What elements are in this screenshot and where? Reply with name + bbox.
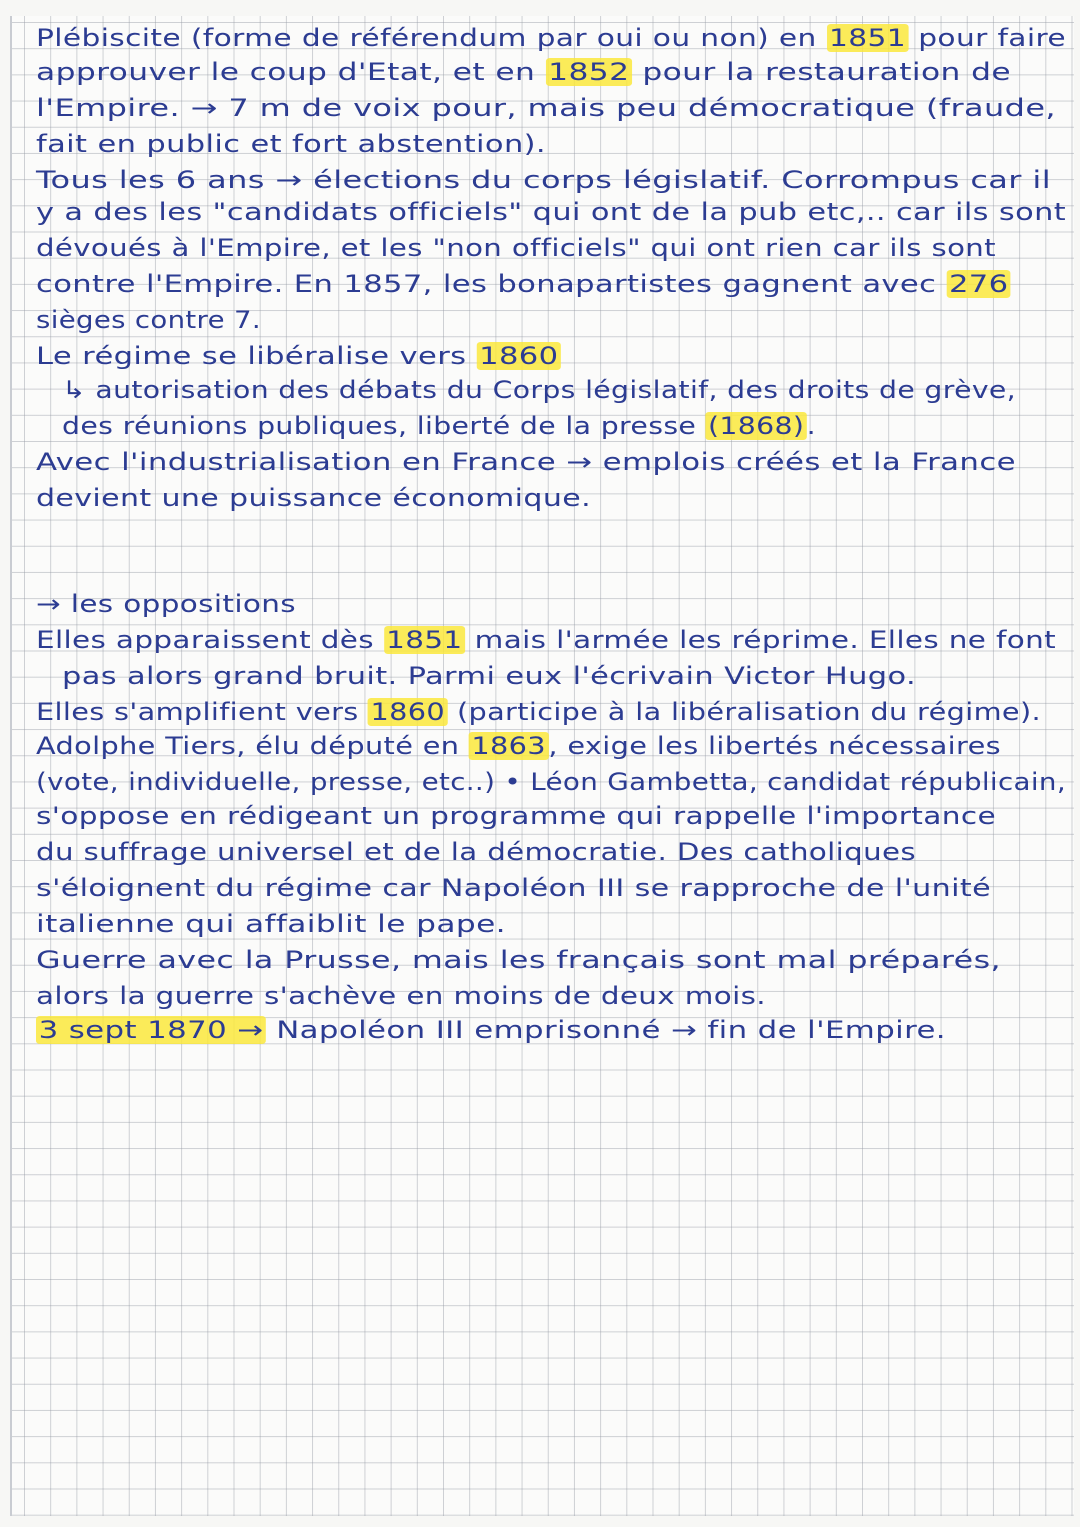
- section2-text-line: [36, 982, 766, 1010]
- section2-text-line: [36, 1016, 946, 1044]
- text-segment: Adolphe Tiers, élu député en: [36, 732, 469, 760]
- text-segment: pas alors grand bruit. Parmi eux l'écrivain Victor Hugo.: [62, 662, 916, 690]
- section2-text-line: [36, 838, 916, 866]
- text-segment: y a des les "candidats officiels" qui ont de la pub etc,.. car ils sont: [36, 198, 1066, 226]
- text-segment: ↳ autorisation des débats du Corps législatif, des droits de grève,: [62, 376, 1016, 404]
- section1-text-line: [36, 270, 1011, 298]
- text-segment: Plébiscite (forme de référendum par oui ou non) en: [36, 24, 827, 52]
- text-segment: (vote, individuelle, presse, etc..) • Léon Gambetta, candidat républicain,: [36, 768, 1066, 796]
- section1-text-line: [36, 94, 1056, 122]
- text-segment: des réunions publiques, liberté de la presse: [62, 412, 706, 440]
- section1-text-line: [36, 342, 561, 370]
- section2-text-line: [36, 732, 1001, 760]
- text-segment: Elles apparaissent dès: [36, 626, 384, 654]
- text-segment: s'oppose en rédigeant un programme qui rappelle l'importance: [36, 802, 996, 830]
- text-segment: .: [806, 412, 817, 440]
- text-segment: du suffrage universel et de la démocratie. Des catholiques: [36, 838, 916, 866]
- section2-text-line: [36, 910, 506, 938]
- text-segment: contre l'Empire. En 1857, les bonapartistes gagnent avec: [36, 270, 947, 298]
- highlighted-text: 3 sept 1870 →: [36, 1016, 266, 1044]
- section1-text-line: [36, 198, 1066, 226]
- section2-text-line: [36, 802, 996, 830]
- section1-text-line: [36, 24, 1066, 52]
- text-segment: alors la guerre s'achève en moins de deux mois.: [36, 982, 766, 1010]
- text-segment: Elles s'amplifient vers: [36, 698, 369, 726]
- highlighted-text: 276: [946, 270, 1011, 298]
- text-segment: devient une puissance économique.: [36, 484, 591, 512]
- section1-text-line: [62, 412, 816, 440]
- section2-text-line: [36, 698, 1041, 726]
- highlighted-text: 1860: [368, 698, 447, 726]
- section1-text-line: [36, 484, 591, 512]
- text-segment: , exige les libertés nécessaires: [548, 732, 1001, 760]
- section1-text-line: [36, 448, 1016, 476]
- text-segment: Le régime se libéralise vers: [36, 342, 477, 370]
- text-segment: approuver le coup d'Etat, et en: [36, 58, 546, 86]
- section2-text-line: [36, 874, 991, 902]
- text-segment: → les oppositions: [36, 590, 296, 618]
- highlighted-text: (1868): [706, 412, 807, 440]
- highlighted-text: 1863: [469, 732, 548, 760]
- section1-text-line: [36, 234, 996, 262]
- text-segment: Guerre avec la Prusse, mais les français sont mal préparés,: [36, 946, 1001, 974]
- section2-text-line: [36, 946, 1001, 974]
- section2-text-line: [36, 590, 296, 618]
- section1-text-line: [36, 306, 261, 334]
- section2-text-line: [62, 662, 916, 690]
- text-segment: s'éloignent du régime car Napoléon III se rapproche de l'unité: [36, 874, 991, 902]
- text-segment: Tous les 6 ans → élections du corps législatif. Corrompus car il: [36, 166, 1051, 194]
- highlighted-text: 1852: [546, 58, 632, 86]
- text-segment: Avec l'industrialisation en France → emplois créés et la France: [36, 448, 1016, 476]
- text-segment: Napoléon III emprisonné → fin de l'Empire.: [266, 1016, 947, 1044]
- text-segment: fait en public et fort abstention).: [36, 130, 546, 158]
- highlighted-text: 1851: [384, 626, 465, 654]
- section1-text-line: [62, 376, 1016, 404]
- text-segment: pour la restauration de: [632, 58, 1012, 86]
- highlighted-text: 1860: [477, 342, 561, 370]
- text-segment: (participe à la libéralisation du régime).: [447, 698, 1041, 726]
- text-segment: pour faire: [908, 24, 1066, 52]
- text-segment: sièges contre 7.: [36, 306, 261, 334]
- section1-text-line: [36, 166, 1051, 194]
- section1-text-line: [36, 58, 1011, 86]
- text-segment: mais l'armée les réprime. Elles ne font: [464, 626, 1056, 654]
- section1-text-line: [36, 130, 546, 158]
- text-segment: italienne qui affaiblit le pape.: [36, 910, 506, 938]
- grid-paper-page: [10, 16, 1074, 1516]
- section2-text-line: [36, 626, 1056, 654]
- text-segment: l'Empire. → 7 m de voix pour, mais peu démocratique (fraude,: [36, 94, 1056, 122]
- section2-text-line: [36, 768, 1066, 796]
- text-segment: dévoués à l'Empire, et les "non officiels" qui ont rien car ils sont: [36, 234, 996, 262]
- highlighted-text: 1851: [827, 24, 909, 52]
